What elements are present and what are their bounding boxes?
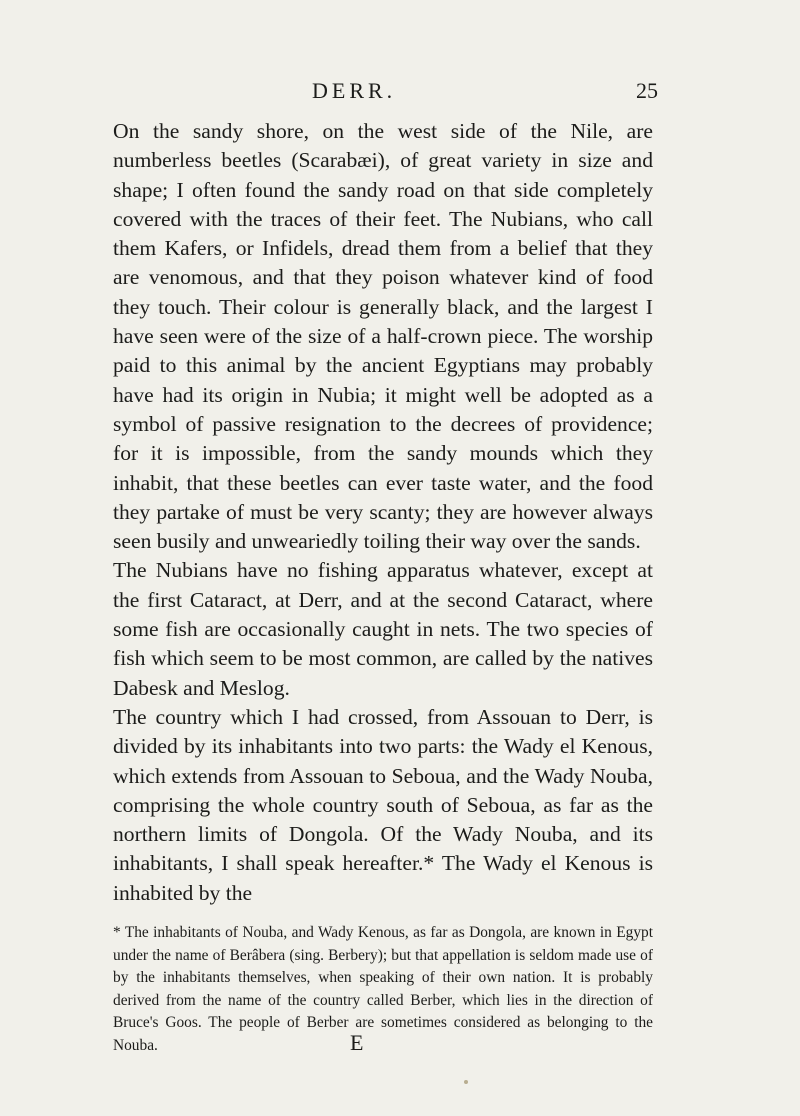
body-text (113, 117, 653, 908)
page-number: 25 (636, 78, 658, 103)
running-head: DERR. (312, 78, 397, 103)
paragraph-country: The country which I had crossed, from Assouan to Derr, is divided by its inhabitants into two parts: the Wady el Kenous, which extends from Assouan to Seboua, and the Wady Nouba, comprising the whole country south of Seboua, as far as the northern limits of Dongola. Of the Wady Nouba, and its inhabitants, I shall speak hereafter.* The Wady el Kenous is inhabited by the (113, 704, 653, 905)
paragraph-beetles: On the sandy shore, on the west side of the Nile, are numberless beetles (Scarabæi), of great variety in size and shape; I often found the sandy road on that side completely covered with the traces of their feet. The Nubians, who call them Kafers, or Infidels, dread them from a belief that they are venomous, and that they poison whatever kind of food they touch. Their colour is generally black, and the largest I have seen were of the size of a half-crown piece. The worship paid to this animal by the ancient Egyptians may probably have had its origin in Nubia; it might well be adopted as a symbol of passive resignation to the decrees of providence; for it is impossible, from the sandy mounds which they inhabit, that these beetles can ever taste water, and the food they partake of must be very scanty; they are however always seen busily and unweariedly toiling their way over the sands. (113, 119, 653, 554)
footnote: * The inhabitants of Nouba, and Wady Kenous, as far as Dongola, are known in Egypt under the name of Berâbera (sing. Berbery); but that appellation is seldom made use of by the inhabitants themselves, when speaking of their own nation. It is probably derived from the name of the country called Berber, which lies in the direction of Bruce's Goos. The people of Berber are sometimes considered as belonging to the Nouba. (113, 924, 653, 1054)
paragraph-fishing: The Nubians have no fishing apparatus whatever, except at the first Cataract, at Derr, and at the second Cataract, where some fish are occasionally caught in nets. The two species of fish which seem to be most common, are called by the natives Dabesk and Meslog. (113, 558, 653, 700)
paper-speck (464, 1080, 468, 1084)
page-header (0, 78, 800, 108)
signature-mark: E (350, 1030, 364, 1055)
